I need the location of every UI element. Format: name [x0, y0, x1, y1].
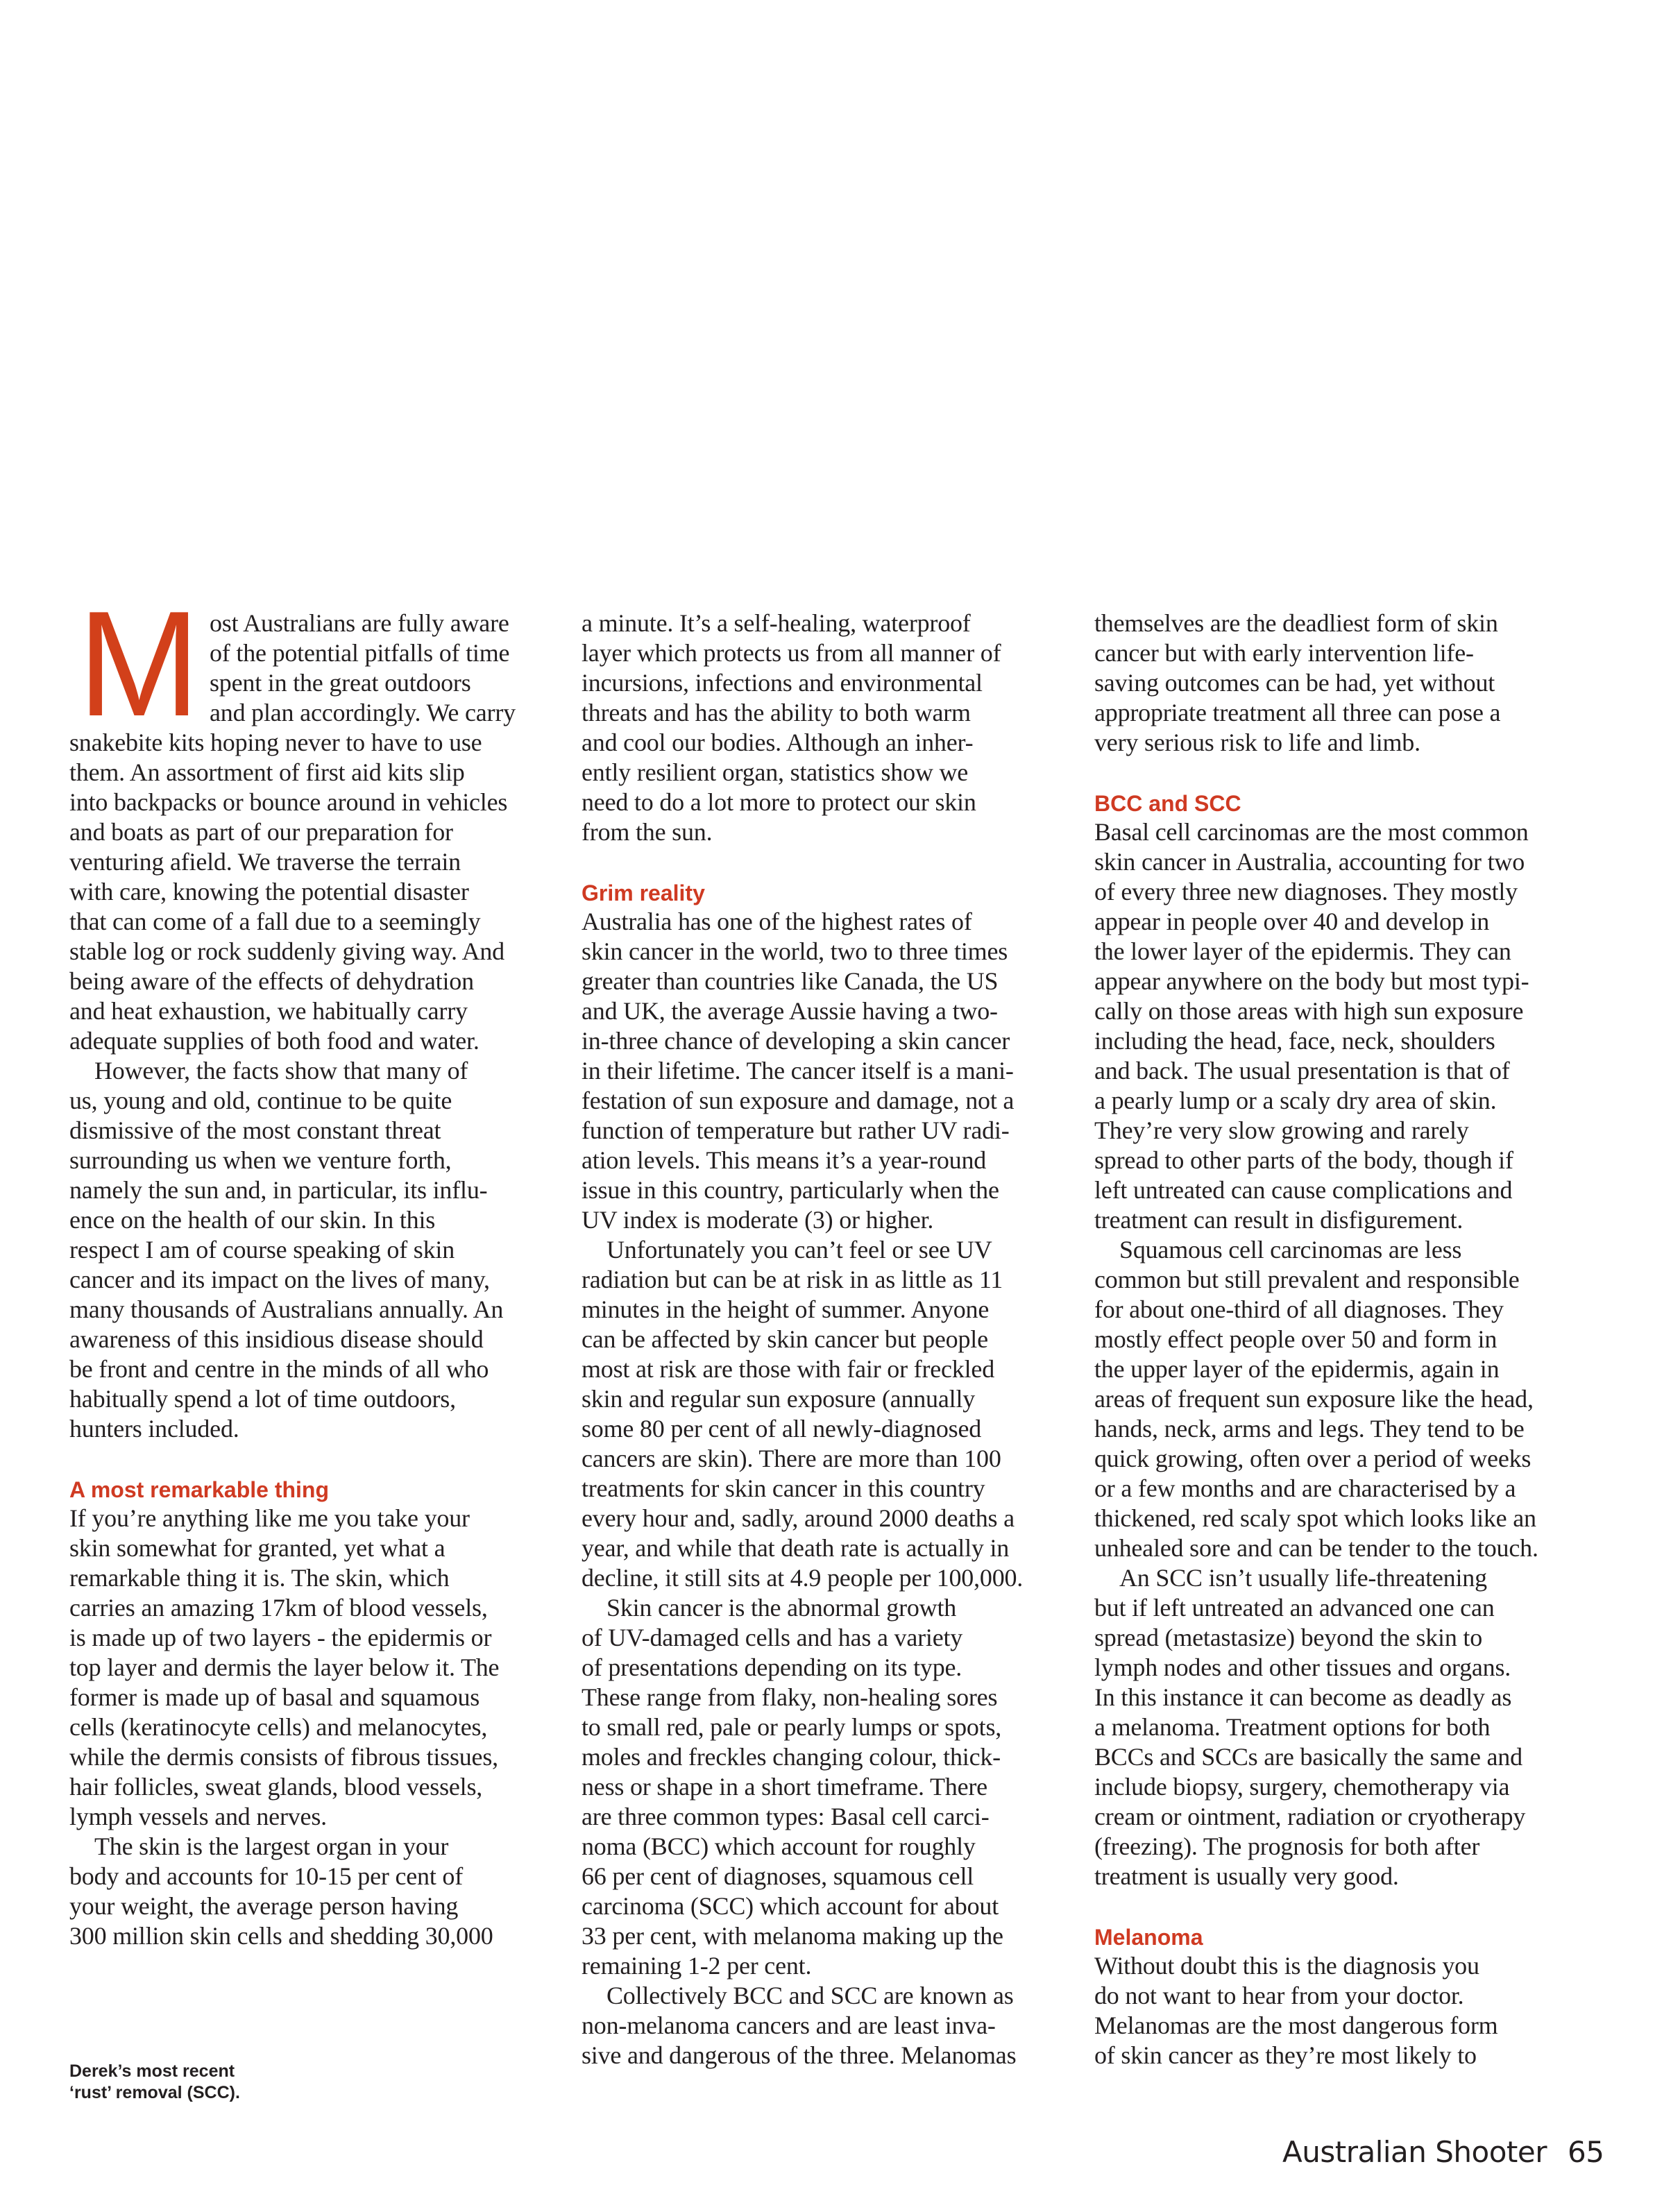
body-text-line: in-three chance of developing a skin cancer — [582, 1027, 1010, 1055]
body-text-line: stable log or rock suddenly giving way. And — [69, 937, 504, 965]
body-text-line: 300 million skin cells and shedding 30,000 — [69, 1922, 493, 1950]
body-text-line: mostly effect people over 50 and form in — [1094, 1325, 1497, 1353]
body-text-line: These range from flaky, non-healing sores — [582, 1683, 998, 1711]
body-text-line: spread (metastasize) beyond the skin to — [1094, 1624, 1483, 1651]
body-text-line: skin somewhat for granted, yet what a — [69, 1534, 446, 1562]
body-text-line: themselves are the deadliest form of skin — [1094, 609, 1498, 637]
body-text-line: while the dermis consists of fibrous tissues, — [69, 1743, 498, 1771]
body-text-line: and UK, the average Aussie having a two- — [582, 997, 998, 1025]
body-text-line: of every three new diagnoses. They mostly — [1094, 878, 1518, 905]
body-text-line: and back. The usual presentation is that of — [1094, 1057, 1510, 1084]
body-text-line: threats and has the ability to both warm — [582, 699, 971, 726]
body-text-line: surrounding us when we venture forth, — [69, 1146, 452, 1174]
page-number: 65 — [1568, 2135, 1604, 2169]
body-text-line: the lower layer of the epidermis. They can — [1094, 937, 1511, 965]
article-column-1 — [69, 609, 569, 1951]
body-text-line: cream or ointment, radiation or cryotherapy — [1094, 1803, 1526, 1830]
body-text-line: adequate supplies of both food and water. — [69, 1027, 480, 1055]
body-text-line: Australia has one of the highest rates of — [582, 908, 972, 935]
article-column-2 — [582, 609, 1081, 2070]
body-text-line: that can come of a fall due to a seemingly — [69, 908, 481, 935]
body-text-line: cally on those areas with high sun exposure — [1094, 997, 1524, 1025]
body-text-line: and plan accordingly. We carry — [210, 699, 516, 726]
body-text-line: namely the sun and, in particular, its influ- — [69, 1176, 488, 1204]
body-text-line: spent in the great outdoors — [210, 669, 471, 697]
photo-caption — [69, 2061, 240, 2104]
body-text-line: include biopsy, surgery, chemotherapy via — [1094, 1773, 1510, 1801]
body-text-line: skin and regular sun exposure (annually — [582, 1385, 976, 1413]
body-text-line: minutes in the height of summer. Anyone — [582, 1295, 990, 1323]
body-text-line: ness or shape in a short timeframe. There — [582, 1773, 987, 1801]
body-text-line: areas of frequent sun exposure like the head, — [1094, 1385, 1534, 1413]
body-text-line: awareness of this insidious disease should — [69, 1325, 484, 1353]
body-text-line: ation levels. This means it’s a year-round — [582, 1146, 987, 1174]
body-text-line: many thousands of Australians annually. An — [69, 1295, 504, 1323]
body-text-line: need to do a lot more to protect our skin — [582, 788, 976, 816]
body-text-line: unhealed sore and can be tender to the touch. — [1094, 1534, 1538, 1562]
body-text-line: habitually spend a lot of time outdoors, — [69, 1385, 456, 1413]
body-text-line: into backpacks or bounce around in vehicles — [69, 788, 508, 816]
body-text-line: hands, neck, arms and legs. They tend to be — [1094, 1415, 1525, 1443]
body-text-line: carries an amazing 17km of blood vessels, — [69, 1594, 488, 1622]
body-text-line: Basal cell carcinomas are the most common — [1094, 818, 1529, 846]
section-heading: A most remarkable thing — [69, 1477, 330, 1502]
body-text-line: cancer and its impact on the lives of many, — [69, 1266, 490, 1293]
body-text-line: the upper layer of the epidermis, again in — [1094, 1355, 1500, 1383]
body-text-line: with care, knowing the potential disaster — [69, 878, 469, 905]
body-text-line: including the head, face, neck, shoulders — [1094, 1027, 1495, 1055]
body-text-line: to small red, pale or pearly lumps or spots, — [582, 1713, 1002, 1741]
body-text-line: venturing afield. We traverse the terrain — [69, 848, 461, 876]
body-text-line: In this instance it can become as deadly as — [1094, 1683, 1512, 1711]
blank-image-area — [0, 0, 1680, 597]
section-heading: Melanoma — [1094, 1925, 1203, 1950]
body-text-line: incursions, infections and environmental — [582, 669, 983, 697]
paragraph-spacer — [69, 1444, 569, 1474]
body-text-line: year, and while that death rate is actually in — [582, 1534, 1010, 1562]
body-text-line: from the sun. — [582, 818, 713, 846]
body-text-line: them. An assortment of first aid kits slip — [69, 758, 465, 786]
body-text-line: a minute. It’s a self-healing, waterproof — [582, 609, 971, 637]
body-text-line: left untreated can cause complications and — [1094, 1176, 1513, 1204]
body-text-line: are three common types: Basal cell carci- — [582, 1803, 990, 1830]
body-text-line: some 80 per cent of all newly-diagnosed — [582, 1415, 982, 1443]
article-column-3 — [1094, 609, 1594, 2070]
body-text-line: ence on the health of our skin. In this — [69, 1206, 436, 1234]
body-text-line: An SCC isn’t usually life-threatening — [1119, 1564, 1487, 1592]
paragraph-spacer — [1094, 1891, 1594, 1921]
body-text-line: lymph vessels and nerves. — [69, 1803, 327, 1830]
body-text-line: However, the facts show that many of — [94, 1057, 468, 1084]
body-text-line: thickened, red scaly spot which looks like an — [1094, 1504, 1536, 1532]
body-text-line: treatment can result in disfigurement. — [1094, 1206, 1463, 1234]
body-text-line: and boats as part of our preparation for — [69, 818, 453, 846]
body-text-line: be front and centre in the minds of all who — [69, 1355, 489, 1383]
body-text-line: and cool our bodies. Although an inher- — [582, 729, 974, 756]
body-text-line: common but still prevalent and responsible — [1094, 1266, 1520, 1293]
body-text-line: layer which protects us from all manner of — [582, 639, 1001, 667]
body-text-line: They’re very slow growing and rarely — [1094, 1116, 1469, 1144]
body-text-line: cells (keratinocyte cells) and melanocytes, — [69, 1713, 488, 1741]
body-text-line: do not want to hear from your doctor. — [1094, 1982, 1464, 2009]
body-text-line: skin cancer in the world, two to three times — [582, 937, 1008, 965]
body-text-line: former is made up of basal and squamous — [69, 1683, 480, 1711]
page-footer — [1282, 2134, 1604, 2170]
body-text-line: noma (BCC) which account for roughly — [582, 1832, 976, 1860]
body-text-line: appear anywhere on the body but most typi- — [1094, 967, 1529, 995]
body-text-line: every hour and, sadly, around 2000 deaths a — [582, 1504, 1015, 1532]
body-text-line: appear in people over 40 and develop in — [1094, 908, 1489, 935]
paragraph-spacer — [1094, 758, 1594, 788]
body-text-line: (freezing). The prognosis for both after — [1094, 1832, 1480, 1860]
body-text-line: and heat exhaustion, we habitually carry — [69, 997, 468, 1025]
body-text-line: ently resilient organ, statistics show we — [582, 758, 969, 786]
body-text-line: top layer and dermis the layer below it. The — [69, 1653, 500, 1681]
body-text-line: treatment is usually very good. — [1094, 1862, 1399, 1890]
caption-line-2: ‘rust’ removal (SCC). — [69, 2083, 240, 2102]
body-text-line: or a few months and are characterised by a — [1094, 1474, 1516, 1502]
body-text-line: ost Australians are fully aware — [210, 609, 509, 637]
body-text-line: of presentations depending on its type. — [582, 1653, 962, 1681]
body-text-line: sive and dangerous of the three. Melanomas — [582, 2041, 1017, 2069]
body-text-line: cancers are skin). There are more than 100 — [582, 1445, 1001, 1472]
body-text-line: remarkable thing it is. The skin, which — [69, 1564, 450, 1592]
body-text-line: a pearly lump or a scaly dry area of skin. — [1094, 1087, 1497, 1114]
body-text-line: non-melanoma cancers and are least inva- — [582, 2011, 996, 2039]
body-text-line: hair follicles, sweat glands, blood vessels, — [69, 1773, 483, 1801]
body-text-line: If you’re anything like me you take your — [69, 1504, 470, 1532]
section-heading: BCC and SCC — [1094, 791, 1241, 816]
body-text-line: Unfortunately you can’t feel or see UV — [606, 1236, 992, 1264]
body-text-line: saving outcomes can be had, yet without — [1094, 669, 1495, 697]
body-text-line: but if left untreated an advanced one can — [1094, 1594, 1495, 1622]
body-text-line: Squamous cell carcinomas are less — [1119, 1236, 1462, 1264]
body-text-line: dismissive of the most constant threat — [69, 1116, 441, 1144]
body-text-line: in their lifetime. The cancer itself is a mani- — [582, 1057, 1014, 1084]
body-text-line: Skin cancer is the abnormal growth — [606, 1594, 957, 1622]
body-text-line: quick growing, often over a period of weeks — [1094, 1445, 1531, 1472]
body-text-line: UV index is moderate (3) or higher. — [582, 1206, 934, 1234]
body-text-line: Without doubt this is the diagnosis you — [1094, 1952, 1479, 1980]
body-text-line: most at risk are those with fair or freckled — [582, 1355, 994, 1383]
body-text-line: decline, it still sits at 4.9 people per 100,000. — [582, 1564, 1024, 1592]
body-text-line: Melanomas are the most dangerous form — [1094, 2011, 1498, 2039]
body-text-line: radiation but can be at risk in as little as 11 — [582, 1266, 1003, 1293]
body-text-line: remaining 1-2 per cent. — [582, 1952, 812, 1980]
body-text-line: very serious risk to life and limb. — [1094, 729, 1420, 756]
body-text-line: 66 per cent of diagnoses, squamous cell — [582, 1862, 974, 1890]
body-text-line: carcinoma (SCC) which account for about — [582, 1892, 999, 1920]
body-text-line: spread to other parts of the body, though if — [1094, 1146, 1513, 1174]
body-text-line: BCCs and SCCs are basically the same and — [1094, 1743, 1522, 1771]
body-text-line: skin cancer in Australia, accounting for two — [1094, 848, 1525, 876]
publication-name: Australian Shooter — [1282, 2135, 1547, 2169]
body-text-line: of the potential pitfalls of time — [210, 639, 510, 667]
body-text-line: 33 per cent, with melanoma making up the — [582, 1922, 1003, 1950]
body-text-line: snakebite kits hoping never to have to use — [69, 729, 482, 756]
body-text-line: is made up of two layers - the epidermis or — [69, 1624, 492, 1651]
body-text-line: greater than countries like Canada, the US — [582, 967, 999, 995]
body-text-line: The skin is the largest organ in your — [94, 1832, 449, 1860]
body-text-line: body and accounts for 10-15 per cent of — [69, 1862, 464, 1890]
body-text-line: cancer but with early intervention life- — [1094, 639, 1474, 667]
body-text-line: your weight, the average person having — [69, 1892, 459, 1920]
body-text-line: function of temperature but rather UV radi- — [582, 1116, 1010, 1144]
body-text-line: lymph nodes and other tissues and organs. — [1094, 1653, 1511, 1681]
body-text-line: Collectively BCC and SCC are known as — [606, 1982, 1014, 2009]
body-text-line: appropriate treatment all three can pose a — [1094, 699, 1501, 726]
body-text-line: moles and freckles changing colour, thick- — [582, 1743, 1001, 1771]
body-text-line: hunters included. — [69, 1415, 239, 1443]
drop-cap: M — [78, 579, 201, 747]
body-text-line: us, young and old, continue to be quite — [69, 1087, 452, 1114]
caption-line-1: Derek’s most recent — [69, 2061, 235, 2081]
body-text-line: a melanoma. Treatment options for both — [1094, 1713, 1491, 1741]
body-text-line: issue in this country, particularly when the — [582, 1176, 999, 1204]
body-text-line: respect I am of course speaking of skin — [69, 1236, 455, 1264]
body-text-line: of skin cancer as they’re most likely to — [1094, 2041, 1477, 2069]
section-heading: Grim reality — [582, 880, 705, 905]
paragraph-spacer — [582, 847, 1081, 877]
body-text-line: of UV-damaged cells and has a variety — [582, 1624, 963, 1651]
body-text-line: can be affected by skin cancer but people — [582, 1325, 988, 1353]
body-text-line: treatments for skin cancer in this country — [582, 1474, 985, 1502]
body-text-line: being aware of the effects of dehydration — [69, 967, 474, 995]
body-text-line: for about one-third of all diagnoses. They — [1094, 1295, 1504, 1323]
body-text-line: festation of sun exposure and damage, not a — [582, 1087, 1015, 1114]
